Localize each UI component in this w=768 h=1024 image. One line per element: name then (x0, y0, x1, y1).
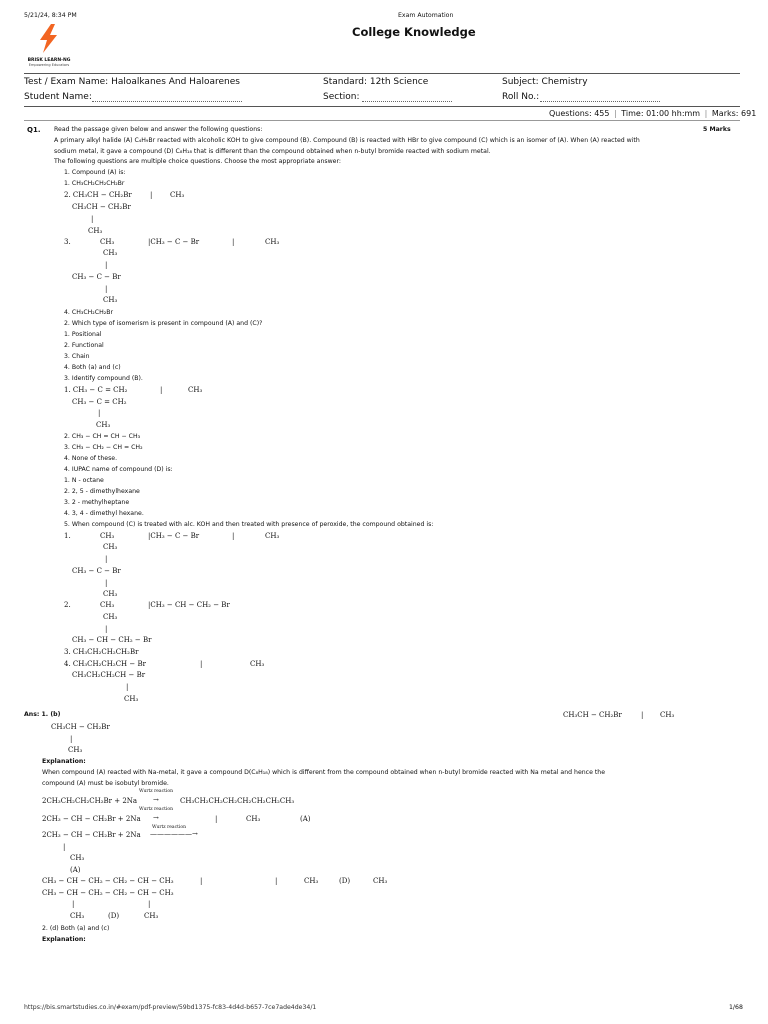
bond: | (63, 843, 66, 851)
page-title: College Knowledge (352, 25, 476, 39)
reaction-condition: Wurtz reaction (139, 807, 173, 812)
formula: CH₃ (304, 877, 319, 885)
formula: CH₃ (103, 543, 118, 551)
explanation-text: compound (A) must be isobutyl bromide. (42, 780, 169, 787)
formula: CH₃ (660, 711, 675, 719)
formula: CH₃ (188, 386, 203, 394)
option: 4. CH₃CH₂CH₂Br (64, 309, 114, 316)
formula: CH₃ − C = CH₂ (72, 398, 127, 406)
formula: CH₃ (250, 660, 265, 668)
formula: CH₃CH − CH₂Br (51, 723, 110, 731)
answer-label: Ans: 1. (b) (24, 711, 61, 718)
bond: | (105, 261, 108, 269)
arrow-icon: → (153, 796, 159, 804)
reaction: 2CH₃ − CH − CH₂Br + 2Na (42, 831, 141, 839)
label: (A) (70, 866, 81, 874)
page-number: 1/68 (729, 1004, 743, 1011)
brand-logo (24, 22, 74, 68)
bond: | (126, 683, 129, 691)
option: 2. (64, 601, 71, 609)
student-name-label: Student Name: (24, 92, 92, 102)
option: 3. CH₃CH₂CH₂CH₂Br (64, 648, 139, 656)
print-datetime: 5/21/24, 8:34 PM (24, 12, 77, 19)
bond: | (275, 877, 278, 885)
reaction: 2CH₃CH₂CH₂CH₂Br + 2Na (42, 797, 138, 805)
time: Time: 01:00 hh:mm (621, 109, 701, 118)
bond: | (232, 532, 235, 540)
reaction-condition: Wurtz reaction (139, 789, 173, 794)
standard: Standard: 12th Science (323, 77, 429, 87)
question-stats: Questions: 455 | Time: 01:00 hh:mm | Marks: 691 (549, 109, 757, 118)
bond: | (232, 238, 235, 246)
arrow-icon: → (153, 814, 159, 822)
formula: CH₃ − CH − CH₂ − Br (72, 636, 152, 644)
formula: CH₃CH − CH₂Br (72, 203, 131, 211)
formula: CH₃ − C − Br (72, 567, 121, 575)
lightning-bolt-icon (24, 22, 74, 54)
option: 1. CH₃CH₂CH₂CH₂Br (64, 180, 125, 187)
product: CH₃ − CH − CH₂ − CH₂ − CH − CH₃ (42, 877, 174, 885)
arrow-icon: ——————→ (150, 830, 198, 838)
marks: Marks: 691 (711, 109, 757, 118)
bond: | (105, 555, 108, 563)
section-label: Section: (323, 92, 360, 102)
formula: CH₃ (170, 191, 185, 199)
print-tab-title: Exam Automation (398, 12, 454, 19)
label: (D) (339, 877, 351, 885)
option: 2. Functional (64, 342, 104, 349)
passage-line: The following questions are multiple choice questions. Choose the most appropriate answer: (54, 158, 341, 165)
label: (D) (108, 912, 120, 920)
formula: CH₃ (246, 815, 261, 823)
option: 3. CH₃ − CH₂ − CH = CH₂ (64, 444, 143, 451)
bond: | (200, 877, 203, 885)
exam-name: Test / Exam Name: Haloalkanes And Haloarenes (24, 77, 240, 87)
formula: CH₃CH − CH₂Br (563, 711, 622, 719)
formula: CH₃ (100, 532, 115, 540)
option: 1. N - octane (64, 477, 104, 484)
student-name-field (92, 101, 242, 102)
label: (A) (300, 815, 311, 823)
option: 4. 3, 4 - dimethyl hexane. (64, 510, 144, 517)
option: 4. CH₃CH₂CH₂CH − Br (64, 660, 146, 668)
sub-question: 1. Compound (A) is: (64, 169, 126, 176)
option: 3. (64, 238, 71, 246)
bond: | (98, 409, 101, 417)
option: 4. Both (a) and (c) (64, 364, 121, 371)
passage-line: sodium metal, it gave a compound (D) C₈H₁₈ that is different than the compound obtained when n-butyl bromide reacted with sodium metal. (54, 148, 491, 155)
formula: CH₃ (100, 601, 115, 609)
option: 4. None of these. (64, 455, 118, 462)
formula: CH₃ (103, 296, 118, 304)
questions-count: Questions: 455 (549, 109, 610, 118)
sub-question: 4. IUPAC name of compound (D) is: (64, 466, 173, 473)
option: 1. (64, 532, 71, 540)
reaction: CH₃CH₂CH₂CH₂CH₂CH₂CH₂CH₃ (180, 797, 295, 805)
sub-question: 3. Identify compound (B). (64, 375, 143, 382)
bond: | (200, 660, 203, 668)
bond: | (105, 579, 108, 587)
answer-2: 2. (d) Both (a) and (c) (42, 925, 110, 932)
option: 1. Positional (64, 331, 102, 338)
product: CH₃ − CH − CH₂ − CH₂ − CH − CH₃ (42, 889, 174, 897)
brand-name: BRISK LEARN-NG (27, 58, 71, 63)
option: 2. CH₃CH − CH₂Br (64, 191, 132, 199)
passage-line: Read the passage given below and answer the following questions: (54, 126, 263, 133)
option: 3. Chain (64, 353, 90, 360)
section-field (362, 101, 452, 102)
bond: | (160, 386, 163, 394)
bond: | (105, 285, 108, 293)
question-marks: 5 Marks (703, 126, 731, 133)
bond: | (70, 735, 73, 743)
formula: |CH₃ − C − Br (148, 238, 200, 246)
formula: CH₃ (70, 912, 85, 920)
page-url[interactable]: https://bis.smartstudies.co.in/#exam/pdf-preview/59bd1375-fc83-4d4d-b657-7ce7ade4de34/1 (24, 1004, 317, 1011)
formula: CH₃ (103, 249, 118, 257)
formula: CH₃ − C − Br (72, 273, 121, 281)
formula: CH₃ (88, 227, 103, 235)
reaction-condition: Wurtz reaction (152, 825, 186, 830)
formula: CH₃ (144, 912, 159, 920)
option: 1. CH₃ − C = CH₂ (64, 386, 128, 394)
subject: Subject: Chemistry (502, 77, 588, 87)
bond: | (72, 900, 75, 908)
sub-question: 2. Which type of isomerism is present in compound (A) and (C)? (64, 320, 263, 327)
question-number: Q1. (27, 126, 41, 134)
passage-line: A primary alkyl halide (A) C₄H₉Br reacted with alcoholic KOH to give compound (B). Compound (B) is reacted with HBr to give compound (C) which is an isomer of (A). When (A) reacted with (54, 137, 640, 144)
explanation-label: Explanation: (42, 758, 86, 765)
bond: | (105, 625, 108, 633)
option: 2. 2, 5 - dimethylhexane (64, 488, 140, 495)
formula: |CH₃ − C − Br (148, 532, 200, 540)
bond: | (641, 711, 644, 719)
formula: CH₃ (70, 854, 85, 862)
formula: CH₃ (68, 746, 83, 754)
option: 3. 2 - methylheptane (64, 499, 130, 506)
bond: | (148, 900, 151, 908)
formula: CH₃ (103, 590, 118, 598)
formula: CH₃ (265, 238, 280, 246)
sub-question: 5. When compound (C) is treated with alc. KOH and then treated with presence of peroxide, the compound obtained is: (64, 521, 434, 528)
formula: CH₃ (103, 613, 118, 621)
option: 2. CH₃ − CH = CH − CH₃ (64, 433, 141, 440)
formula: CH₃ (100, 238, 115, 246)
brand-tagline: Empowering Educators (28, 63, 70, 67)
reaction: 2CH₃ − CH − CH₂Br + 2Na (42, 815, 141, 823)
formula: CH₃ (96, 421, 111, 429)
formula: |CH₃ − CH − CH₂ − Br (148, 601, 230, 609)
explanation-text: When compound (A) reacted with Na-metal, it gave a compound D(C₈H₁₈) which is different from the compound obtained when n-butyl bromide reacted with Na metal and hence the (42, 769, 606, 776)
formula: CH₃ (265, 532, 280, 540)
explanation-label: Explanation: (42, 936, 86, 943)
roll-label: Roll No.: (502, 92, 540, 102)
bond: | (91, 215, 94, 223)
formula: CH₃CH₂CH₂CH − Br (72, 671, 146, 679)
roll-field (540, 101, 660, 102)
bond: | (150, 191, 153, 199)
bond: | (215, 815, 218, 823)
formula: CH₃ (373, 877, 388, 885)
formula: CH₃ (124, 695, 139, 703)
